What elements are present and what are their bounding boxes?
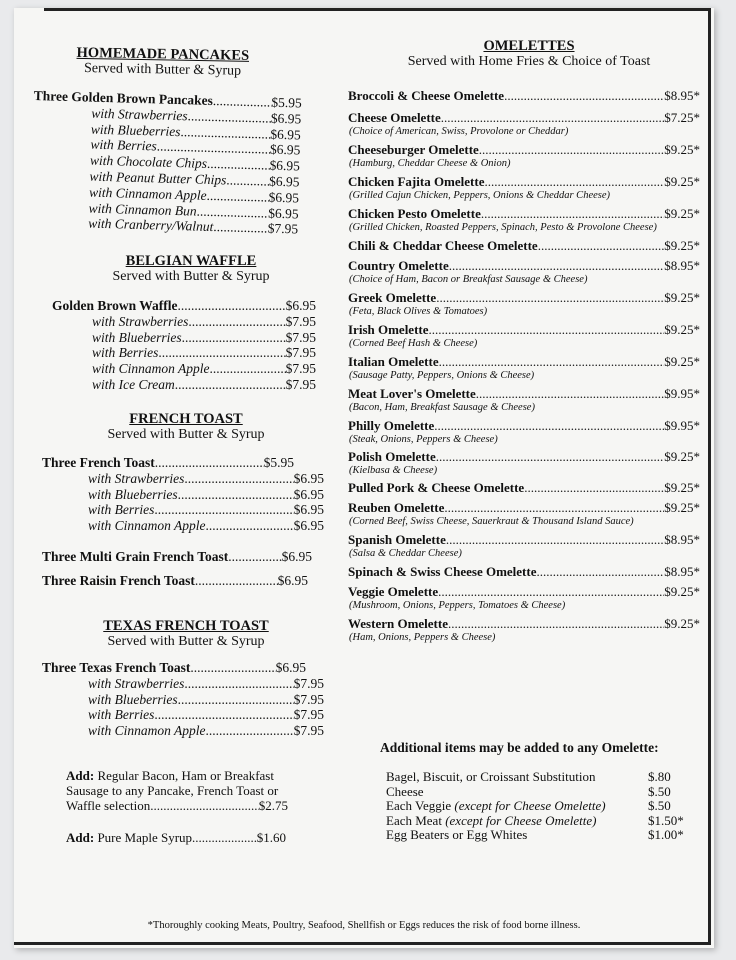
omelette-list — [348, 84, 700, 644]
waffle-list — [52, 298, 316, 393]
omelette-description: (Mushroom, Onions, Peppers, Tomatoes & Cheese) — [349, 600, 566, 611]
frame-top — [44, 8, 710, 11]
list-item: Three Texas French Toast ..... $6.95 — [42, 660, 306, 676]
omelette-item: Broccoli & Cheese Omelette ..... $8.95* — [348, 88, 700, 104]
omelettes-title: OMELETTES — [483, 38, 575, 54]
waffle-title: BELGIAN WAFFLE — [125, 253, 257, 269]
list-item: Golden Brown Waffle ..... $6.95 — [52, 298, 316, 314]
omelette-description: (Sausage Patty, Peppers, Onions & Cheese) — [349, 370, 535, 381]
omelette-description: (Steak, Onions, Peppers & Cheese) — [349, 434, 498, 445]
list-item: with Berries ..... $7.95 — [92, 345, 316, 361]
pancakes-title: HOMEMADE PANCAKES — [76, 44, 250, 64]
omelette-item: Greek Omelette ..... $9.25* (Feta, Black Olives & Tomatoes) — [348, 290, 700, 318]
additional-item: Each Meat (except for Cheese Omelette) $1.50* — [386, 812, 684, 828]
omelette-description: (Grilled Cajun Chicken, Peppers, Onions & Cheddar Cheese) — [349, 190, 611, 201]
pancakes-list — [30, 88, 302, 238]
footnote: *Thoroughly cooking Meats, Poultry, Seafood, Shellfish or Eggs reduces the risk of food borne illness. — [147, 920, 581, 931]
additional-item: Egg Beaters or Egg Whites $1.00* — [386, 827, 684, 842]
list-item: with Cinnamon Apple ..... $7.95 — [88, 723, 324, 739]
list-item: with Chocolate Chips ..... $6.95 — [90, 153, 300, 175]
omelette-item: Cheese Omelette ..... $7.25* (Choice of American, Swiss, Provolone or Cheddar) — [348, 110, 700, 138]
omelette-description: (Bacon, Ham, Breakfast Sausage & Cheese) — [349, 402, 535, 413]
list-item: with Blueberries ..... $6.95 — [88, 487, 324, 503]
french-toast-subtitle: Served with Butter & Syrup — [107, 427, 265, 442]
list-item: Three Raisin French Toast ..... $6.95 — [42, 573, 308, 589]
omelette-description: (Hamburg, Cheddar Cheese & Onion) — [349, 158, 511, 169]
omelette-item: Irish Omelette ..... $9.25* (Corned Beef Hash & Cheese) — [348, 322, 700, 350]
list-item: with Berries ..... $6.95 — [90, 137, 300, 159]
french-toast-title: FRENCH TOAST — [129, 411, 243, 427]
list-item: with Ice Cream ..... $7.95 — [92, 377, 316, 393]
menu-page — [14, 8, 714, 948]
omelette-description: (Grilled Chicken, Roasted Peppers, Spinach, Pesto & Provolone Cheese) — [349, 222, 657, 233]
omelette-item: Chicken Fajita Omelette ..... $9.25* (Grilled Cajun Chicken, Peppers, Onions & Cheddar Cheese) — [348, 174, 700, 202]
pancakes-section — [27, 44, 328, 81]
pancakes-subtitle: Served with Butter & Syrup — [83, 60, 242, 79]
omelette-item: Spanish Omelette ..... $8.95* (Salsa & Cheddar Cheese) — [348, 532, 700, 560]
waffle-section — [86, 253, 296, 285]
list-item: with Cinnamon Apple ..... $6.95 — [88, 518, 324, 534]
additional-list — [386, 770, 714, 843]
omelette-item: Italian Omelette ..... $9.25* (Sausage Patty, Peppers, Onions & Cheese) — [348, 354, 700, 382]
list-item: with Strawberries ..... $6.95 — [91, 105, 301, 127]
texas-title: TEXAS FRENCH TOAST — [103, 618, 269, 634]
list-item: with Berries ..... $6.95 — [88, 502, 324, 518]
additional-item: Cheese $.50 — [386, 783, 671, 799]
texas-subtitle: Served with Butter & Syrup — [107, 634, 265, 649]
omelette-description: (Corned Beef Hash & Cheese) — [349, 338, 478, 349]
list-item: with Blueberries ..... $7.95 — [88, 692, 324, 708]
omelette-item: Meat Lover's Omelette ..... $9.95* (Bacon, Ham, Breakfast Sausage & Cheese) — [348, 386, 700, 414]
french-toast-section — [86, 411, 286, 443]
omelette-description: (Choice of American, Swiss, Provolone or Cheddar) — [349, 126, 569, 137]
texas-section — [86, 618, 286, 650]
list-item: with Blueberries ..... $6.95 — [91, 121, 301, 143]
additional-title: Additional items may be added to any Omelette: — [380, 740, 659, 755]
omelette-item: Chili & Cheddar Cheese Omelette ..... $9.25* — [348, 238, 700, 254]
omelette-description: (Salsa & Cheddar Cheese) — [349, 548, 462, 559]
omelette-item: Country Omelette ..... $8.95* (Choice of Ham, Bacon or Breakfast Sausage & Cheese) — [348, 258, 700, 286]
list-item: with Strawberries ..... $7.95 — [88, 676, 324, 692]
list-item: with Cinnamon Apple ..... $6.95 — [89, 184, 299, 206]
omelette-description: (Ham, Onions, Peppers & Cheese) — [349, 632, 496, 643]
list-item: Three Golden Brown Pancakes ..... $5.95 — [34, 88, 302, 111]
list-item: with Berries ..... $7.95 — [88, 707, 324, 723]
omelette-description: (Feta, Black Olives & Tomatoes) — [349, 306, 488, 317]
omelettes-section — [344, 38, 714, 70]
omelette-item: Veggie Omelette ..... $9.25* (Mushroom, Onions, Peppers, Tomatoes & Cheese) — [348, 584, 700, 612]
omelette-item: Western Omelette ..... $9.25* (Ham, Onions, Peppers & Cheese) — [348, 616, 700, 644]
additional-item: Bagel, Biscuit, or Croissant Substitution $.80 — [386, 769, 671, 784]
omelette-item: Philly Omelette ..... $9.95* (Steak, Onions, Peppers & Cheese) — [348, 418, 700, 446]
list-item: with Blueberries ..... $7.95 — [92, 330, 316, 346]
texas-list — [42, 660, 324, 739]
french-toast-extras — [42, 549, 312, 589]
list-item: with Cinnamon Bun ..... $6.95 — [88, 200, 298, 222]
frame-bottom — [14, 942, 711, 945]
additional-item: Each Veggie (except for Cheese Omelette) $.50 — [386, 798, 671, 813]
omelette-description: (Corned Beef, Swiss Cheese, Sauerkraut & Thousand Island Sauce) — [349, 516, 634, 527]
syrup-addon: Add: Pure Maple Syrup ..... $1.60 — [66, 830, 286, 845]
omelette-item: Spinach & Swiss Cheese Omelette ..... $8.95* — [348, 564, 700, 580]
list-item: with Peanut Butter Chips ..... $6.95 — [89, 169, 299, 191]
omelettes-subtitle: Served with Home Fries & Choice of Toast — [407, 54, 651, 69]
meat-addon: Add: Regular Bacon, Ham or Breakfast Sausage to any Pancake, French Toast or Waffle selection ..... $2.75 — [66, 768, 328, 813]
list-item: with Strawberries ..... $7.95 — [92, 314, 316, 330]
list-item: with Cranberry/Walnut ..... $7.95 — [88, 216, 298, 238]
omelette-description: (Choice of Ham, Bacon or Breakfast Sausage & Cheese) — [349, 274, 588, 285]
frame-right — [708, 8, 711, 943]
list-item: with Cinnamon Apple ..... $7.95 — [92, 361, 316, 377]
omelette-item: Cheeseburger Omelette ..... $9.25* (Hamburg, Cheddar Cheese & Onion) — [348, 142, 700, 170]
omelette-description: (Kielbasa & Cheese) — [349, 465, 438, 476]
omelette-item: Chicken Pesto Omelette ..... $9.25* (Grilled Chicken, Roasted Peppers, Spinach, Pesto & Provolone Cheese) — [348, 206, 700, 234]
omelette-item: Polish Omelette ..... $9.25* (Kielbasa & Cheese) — [348, 449, 700, 477]
list-item: Three French Toast ..... $5.95 — [42, 455, 294, 471]
omelette-item: Reuben Omelette ..... $9.25* (Corned Beef, Swiss Cheese, Sauerkraut & Thousand Island Sauce) — [348, 500, 700, 528]
list-item: Three Multi Grain French Toast ..... $6.95 — [42, 549, 312, 565]
omelette-item: Pulled Pork & Cheese Omelette ..... $9.25* — [348, 480, 700, 496]
waffle-subtitle: Served with Butter & Syrup — [112, 269, 270, 284]
french-toast-list — [42, 455, 324, 534]
list-item: with Strawberries ..... $6.95 — [88, 471, 324, 487]
